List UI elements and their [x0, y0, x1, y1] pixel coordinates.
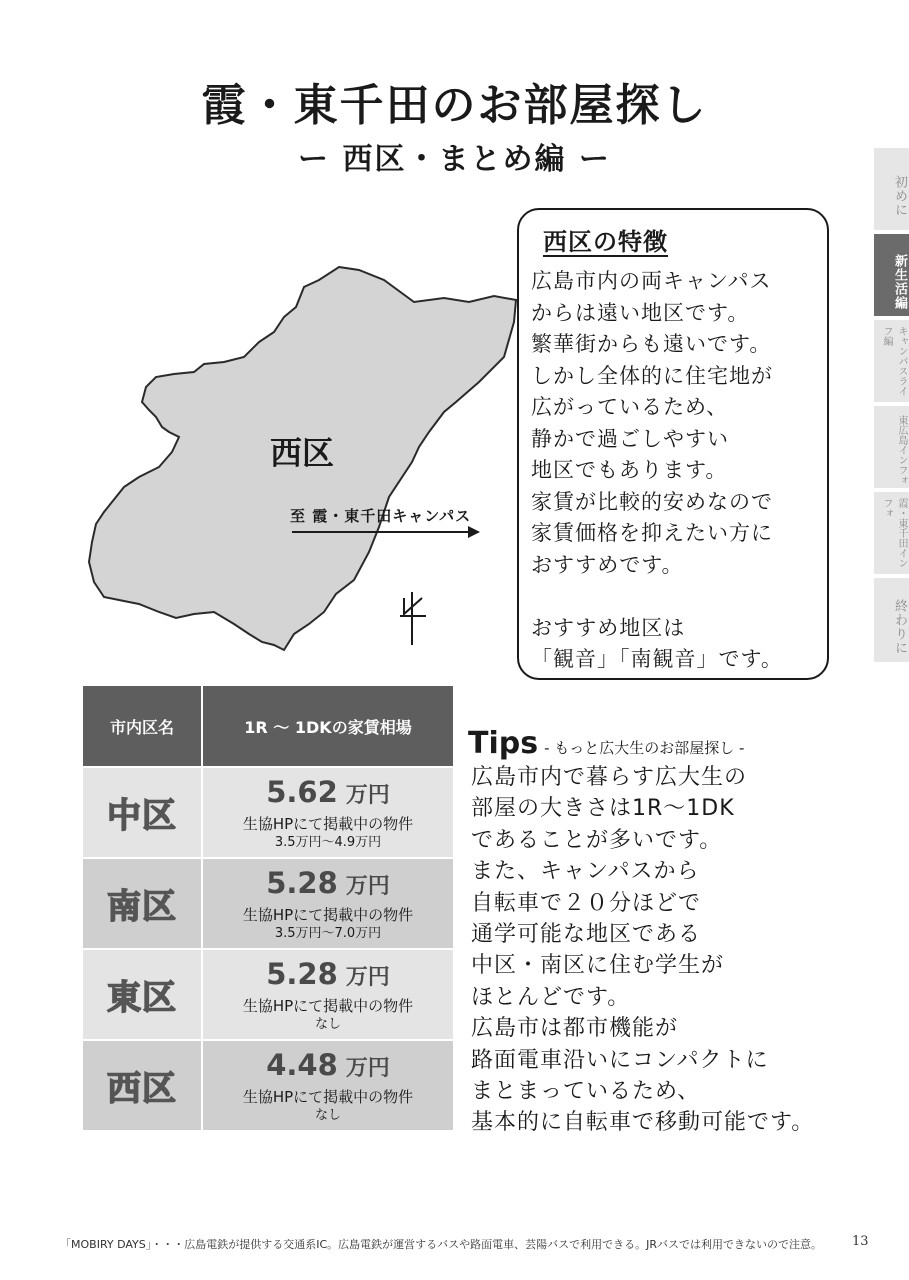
map-arrow-label: 至 霞・東千田キャンパス — [290, 507, 472, 525]
rent-range: なし — [314, 1016, 341, 1032]
ward-name: 中区 — [82, 767, 202, 858]
rent-unit: 万円 — [345, 782, 390, 808]
tips-heading — [468, 726, 744, 761]
tab-kasumi-info[interactable]: 霞・東千田インフォ — [874, 492, 909, 574]
tips-title: Tips — [468, 726, 539, 761]
direction-arrow-head — [468, 526, 480, 538]
rent-unit: 万円 — [345, 873, 390, 899]
page-subtitle: ー 西区・まとめ編 ー — [298, 142, 611, 177]
rent-price: 5.28 — [266, 865, 338, 900]
rent-range: なし — [314, 1107, 341, 1123]
table-header-row — [82, 685, 454, 767]
page-number: 13 — [852, 1234, 869, 1249]
header-ward: 市内区名 — [82, 685, 202, 767]
table-row — [82, 767, 454, 858]
table-row — [82, 1040, 454, 1131]
header-rent: 1R 〜 1DKの家賃相場 — [202, 685, 454, 767]
tab-new-life[interactable]: 新生活編 — [874, 234, 909, 316]
table-row — [82, 949, 454, 1040]
rent-range: 3.5万円〜4.9万円 — [274, 834, 382, 850]
tab-higashihiroshima-info[interactable]: 東広島インフォ — [874, 406, 909, 488]
tab-introduction[interactable]: 初めに — [874, 148, 909, 230]
rent-cell — [202, 858, 454, 949]
ward-name: 西区 — [82, 1040, 202, 1131]
rent-unit: 万円 — [345, 964, 390, 990]
rent-cell — [202, 1040, 454, 1131]
rent-cell — [202, 949, 454, 1040]
rent-table — [81, 684, 455, 1132]
page-title: 霞・東千田のお部屋探し — [201, 80, 708, 131]
rent-note: 生協HPにて掲載中の物件 — [242, 996, 414, 1015]
ward-name: 南区 — [82, 858, 202, 949]
map-ward-label: 西区 — [270, 434, 335, 472]
tips-subtitle: - もっと広大生のお部屋探し - — [544, 739, 745, 757]
rent-cell — [202, 767, 454, 858]
tab-campus-life[interactable]: キャンパスライフ編 — [874, 320, 909, 402]
north-arrow-icon — [400, 592, 426, 645]
table-row — [82, 858, 454, 949]
ward-name: 東区 — [82, 949, 202, 1040]
rent-note: 生協HPにて掲載中の物件 — [242, 1087, 414, 1106]
rent-price: 5.62 — [266, 774, 338, 809]
rent-range: 3.5万円〜7.0万円 — [274, 925, 382, 941]
feature-body: 広島市内の両キャンパス からは遠い地区です。 繁華街からも遠いです。 しかし全体的に住宅地が 広がっているため、 静かで過ごしやすい 地区でもあります。 家賃が比較的安めなので 家賃価格を抑えたい方に おすすめです。 おすすめ地区は 「観音」「南観音」です。 — [531, 269, 783, 671]
tab-conclusion[interactable]: 終わりに — [874, 578, 909, 662]
rent-unit: 万円 — [345, 1055, 390, 1081]
rent-price: 4.48 — [266, 1047, 338, 1082]
rent-price: 5.28 — [266, 956, 338, 991]
feature-title: 西区の特徴 — [543, 228, 668, 256]
rent-note: 生協HPにて掲載中の物件 — [242, 905, 414, 924]
tips-body: 広島市内で暮らす広大生の 部屋の大きさは1R〜1DK であることが多いです。 また、キャンパスから 自転車で２０分ほどで 通学可能な地区である 中区・南区に住む学生が ほとんどです。 広島市は都市機能が 路面電車沿いにコンパクトに まとまっているため、 基本的に自転車で移動可能です。 — [471, 765, 815, 1136]
rent-note: 生協HPにて掲載中の物件 — [242, 814, 414, 833]
footnote: 「MOBIRY DAYS」・・・広島電鉄が提供する交通系IC。広島電鉄が運営するバスや路面電車、芸陽バスで利用できる。JRバスでは利用できないので注意。 — [60, 1238, 823, 1251]
